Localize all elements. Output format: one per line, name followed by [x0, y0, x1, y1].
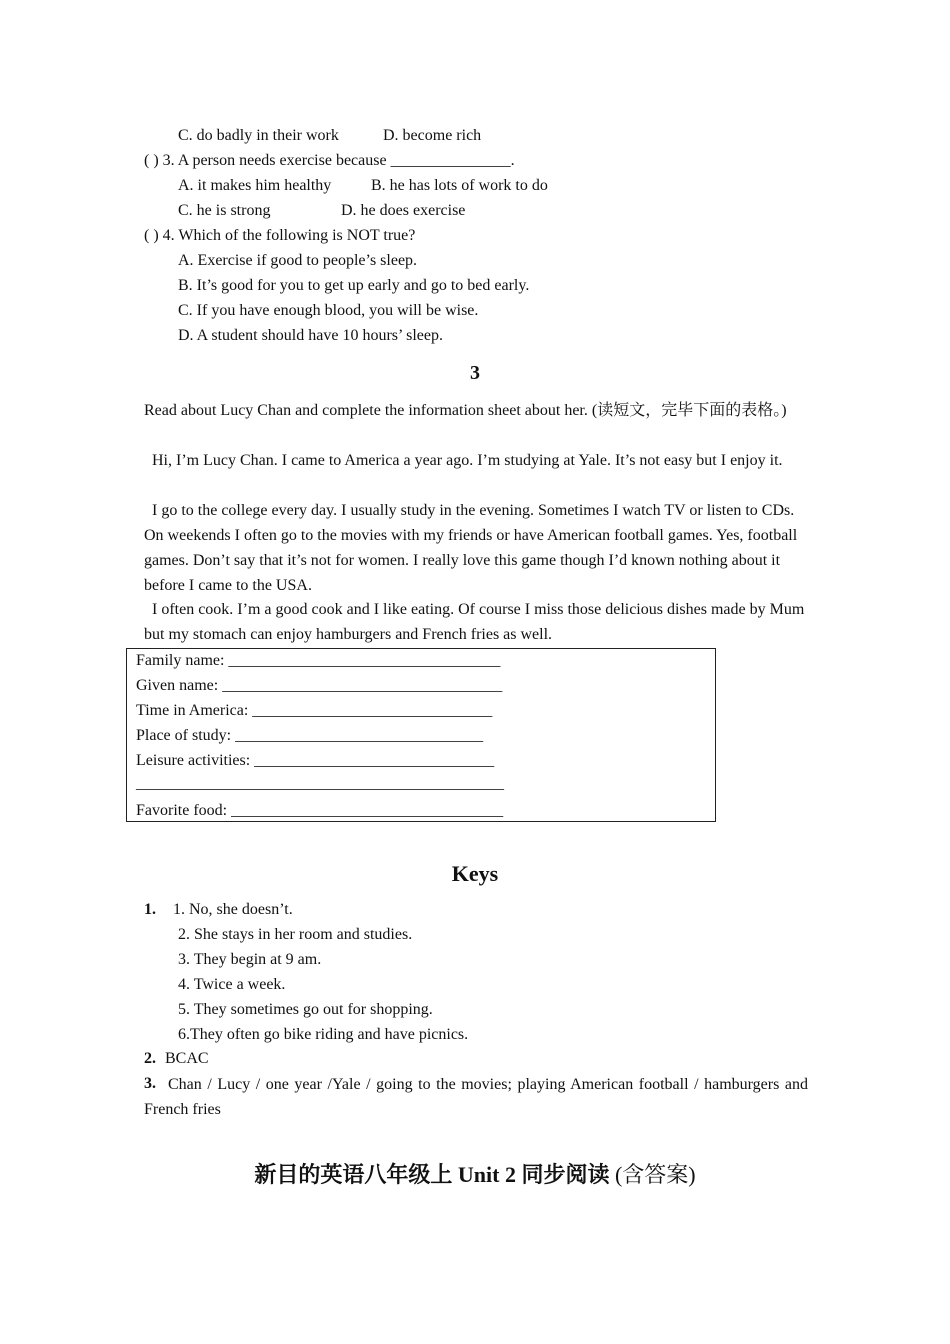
q4-option-a: A. Exercise if good to people’s sleep.: [178, 252, 418, 269]
q4-stem: ( ) 4. Which of the following is NOT true?: [144, 227, 416, 244]
passage-paragraph-1: Hi, I’m Lucy Chan. I came to America a year ago. I’m studying at Yale. It’s not easy but I enjoy it.: [152, 452, 783, 469]
leisure-activities-extra-line[interactable]: ______________________________________________: [136, 775, 504, 792]
key-1-label: 1.: [144, 901, 156, 918]
key-2-label: 2.: [144, 1050, 156, 1067]
key-1-answer-1: 1. No, she doesn’t.: [173, 901, 293, 918]
key-3-label: 3.: [144, 1075, 156, 1092]
passage-paragraph-3: I often cook. I’m a good cook and I like eating. Of course I miss those delicious dishes made by Mum but my stomach can enjoy hamburgers and French fries as well.: [144, 601, 805, 643]
key-3-answer: Chan / Lucy / one year /Yale / going to the movies; playing American football / hamburgers and French fries: [144, 1076, 808, 1118]
q3-option-b: B. he has lots of work to do: [371, 177, 548, 194]
section-3-instruction: Read about Lucy Chan and complete the information sheet about her. (读短文，完毕下面的表格。): [144, 402, 787, 419]
section-3-heading: 3: [470, 362, 480, 384]
document-title: [0, 1158, 950, 1189]
leisure-activities-field[interactable]: Leisure activities: ______________________________: [136, 752, 495, 769]
passage-paragraph-2: I go to the college every day. I usually study in the evening. Sometimes I watch TV or listen to CDs. On weekends I often go to the movies with my friends or have American football games. Yes, football games. Don’t say that it’s not for women. I really love this game though I’d known nothing about it before I came to the USA.: [144, 502, 798, 594]
q3-option-d: D. he does exercise: [341, 202, 466, 219]
q4-option-b: B. It’s good for you to get up early and go to bed early.: [178, 277, 530, 294]
q3-option-a: A. it makes him healthy: [178, 177, 332, 194]
key-1-answer-3: 3. They begin at 9 am.: [178, 951, 322, 968]
key-1-answer-2: 2. She stays in her room and studies.: [178, 926, 413, 943]
time-in-america-field[interactable]: Time in America: ______________________________: [136, 702, 493, 719]
favorite-food-field[interactable]: Favorite food: __________________________________: [136, 802, 504, 819]
given-name-field[interactable]: Given name: ___________________________________: [136, 677, 503, 694]
key-1-answer-5: 5. They sometimes go out for shopping.: [178, 1001, 433, 1018]
q2-option-c: C. do badly in their work: [178, 127, 339, 144]
key-1-answer-6: 6.They often go bike riding and have picnics.: [178, 1026, 469, 1043]
info-sheet-table: [126, 648, 716, 822]
q2-option-d: D. become rich: [383, 127, 482, 144]
place-of-study-field[interactable]: Place of study: _______________________________: [136, 727, 484, 744]
key-1-answer-4: 4. Twice a week.: [178, 976, 286, 993]
q3-option-c: C. he is strong: [178, 202, 271, 219]
document-title-suffix: (含答案): [609, 1162, 696, 1187]
q3-stem: ( ) 3. A person needs exercise because _______________.: [144, 152, 515, 169]
document-title-main: 新目的英语八年级上 Unit 2 同步阅读: [254, 1162, 610, 1187]
keys-heading: Keys: [451, 861, 499, 886]
family-name-field[interactable]: Family name: __________________________________: [136, 652, 501, 669]
q4-option-d: D. A student should have 10 hours’ sleep.: [178, 327, 444, 344]
q4-option-c: C. If you have enough blood, you will be wise.: [178, 302, 479, 319]
key-2-answer: BCAC: [165, 1050, 209, 1067]
